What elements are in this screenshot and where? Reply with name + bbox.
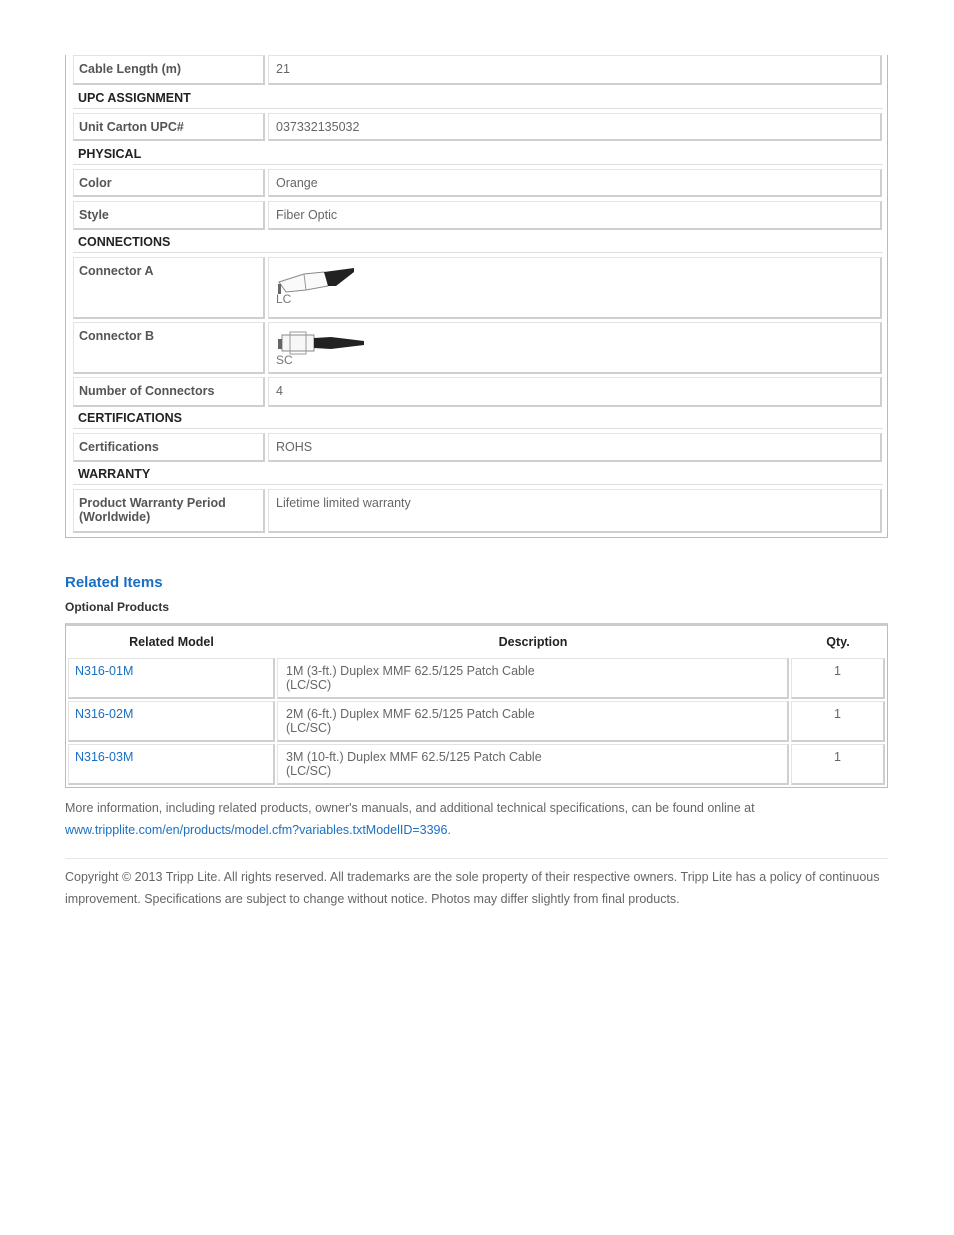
optional-products-heading: Optional Products xyxy=(65,600,170,614)
description-cell: 3M (10-ft.) Duplex MMF 62.5/125 Patch Cable (LC/SC) xyxy=(277,744,789,785)
more-info-suffix: . xyxy=(447,823,451,837)
warranty-value: Lifetime limited warranty xyxy=(268,489,882,533)
divider xyxy=(65,858,888,859)
related-items-heading: Related Items xyxy=(65,574,163,591)
color-value: Orange xyxy=(268,169,882,197)
certifications-value: ROHS xyxy=(268,433,882,462)
qty-cell: 1 xyxy=(791,744,885,785)
qty-cell: 1 xyxy=(791,701,885,742)
model-link[interactable]: N316-02M xyxy=(75,707,134,721)
color-label: Color xyxy=(73,169,265,197)
style-value: Fiber Optic xyxy=(268,201,882,230)
specifications-table xyxy=(65,55,888,538)
cable-length-value: 21 xyxy=(268,55,882,85)
qty-cell: 1 xyxy=(791,658,885,699)
related-products-table xyxy=(65,623,888,788)
header-description: Description xyxy=(277,628,789,656)
table-row xyxy=(68,744,885,785)
upc-label: Unit Carton UPC# xyxy=(73,113,265,141)
copyright-notice: Copyright © 2013 Tripp Lite. All rights reserved. All trademarks are the sole property of their respective owners. Tripp Lite has a policy of continuous improvement. Specifications are subject to change without notice. Photos may differ slightly from final products. xyxy=(65,870,880,906)
section-upc-assignment: UPC ASSIGNMENT xyxy=(73,85,883,109)
num-connectors-value: 4 xyxy=(268,377,882,407)
description-cell: 2M (6-ft.) Duplex MMF 62.5/125 Patch Cable (LC/SC) xyxy=(277,701,789,742)
connector-a-caption: LC xyxy=(276,292,292,306)
upc-value: 037332135032 xyxy=(268,113,882,141)
certifications-label: Certifications xyxy=(73,433,265,462)
model-link[interactable]: N316-03M xyxy=(75,750,134,764)
connector-b-caption: SC xyxy=(276,353,293,367)
model-cell xyxy=(68,658,275,699)
cable-length-label: Cable Length (m) xyxy=(73,55,265,85)
section-connections: CONNECTIONS xyxy=(73,229,883,253)
more-info-sentence: More information, including related products, owner's manuals, and additional technical specifications, can be found online at xyxy=(65,801,755,815)
header-related-model: Related Model xyxy=(68,628,275,656)
section-certifications: CERTIFICATIONS xyxy=(73,405,883,429)
table-row xyxy=(68,701,885,742)
connector-b-label: Connector B xyxy=(73,322,265,374)
section-physical: PHYSICAL xyxy=(73,141,883,165)
connector-a-value xyxy=(268,257,882,319)
model-cell xyxy=(68,744,275,785)
table-row xyxy=(68,658,885,699)
header-qty: Qty. xyxy=(791,628,885,656)
section-warranty: WARRANTY xyxy=(73,461,883,485)
model-link[interactable]: N316-01M xyxy=(75,664,134,678)
num-connectors-label: Number of Connectors xyxy=(73,377,265,407)
product-page-link[interactable]: www.tripplite.com/en/products/model.cfm?variables.txtModelID=3396 xyxy=(65,823,448,837)
description-cell: 1M (3-ft.) Duplex MMF 62.5/125 Patch Cable (LC/SC) xyxy=(277,658,789,699)
more-info-text xyxy=(65,797,888,841)
warranty-label: Product Warranty Period (Worldwide) xyxy=(73,489,265,533)
connector-a-label: Connector A xyxy=(73,257,265,319)
model-cell xyxy=(68,701,275,742)
style-label: Style xyxy=(73,201,265,230)
connector-b-value xyxy=(268,322,882,374)
